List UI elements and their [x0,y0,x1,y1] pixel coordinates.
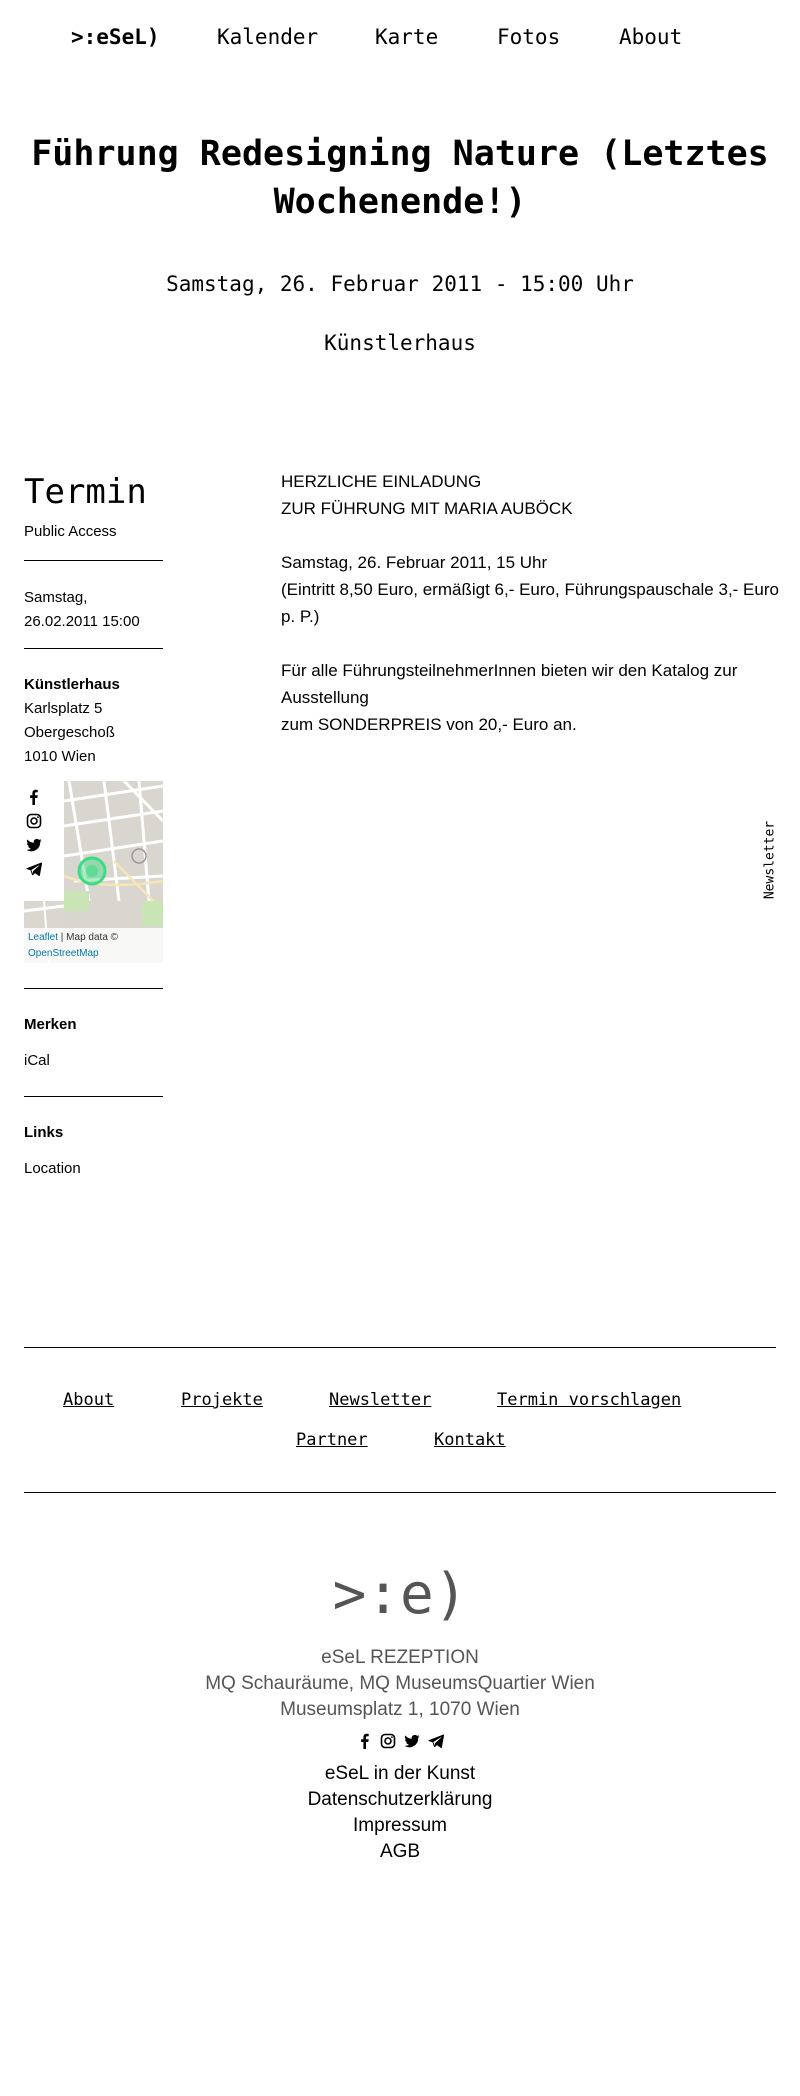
links-heading: Links [24,1124,64,1141]
divider [24,648,163,649]
footer-link-termin-vorschlagen[interactable]: Termin vorschlagen [497,1390,682,1410]
event-date: Samstag, 26. Februar 2011 - 15:00 Uhr [166,272,634,296]
text-line: (Eintritt 8,50 Euro, ermäßigt 6,- Euro, Führungspauschale 3,- Euro p. P.) [281,580,779,626]
footer-link-projekte[interactable]: Projekte [181,1390,263,1410]
sidebar-address [24,673,164,769]
newsletter-tab-label: Newsletter [762,820,778,900]
sidebar-date [24,586,164,634]
footer-location: MQ Schauräume, MQ MuseumsQuartier Wien [205,1673,595,1694]
venue-name: Künstlerhaus [24,676,120,693]
event-description [281,468,781,765]
facebook-icon[interactable] [26,789,42,805]
footer-rezeption: eSeL REZEPTION [321,1647,479,1668]
footer-logo: >:e) [332,1562,468,1627]
footer-link-agb[interactable]: AGB [379,1841,421,1862]
footer-link-newsletter[interactable]: Newsletter [329,1390,432,1410]
sidebar-date-time: 26.02.2011 15:00 [24,613,140,630]
nav-kalender[interactable]: Kalender [217,25,319,49]
text-line: Für alle FührungsteilnehmerInnen bieten wir den Katalog zur Ausstellung [281,661,738,707]
text-line: Samstag, 26. Februar 2011, 15 Uhr [281,553,548,572]
divider [24,1347,776,1348]
location-link[interactable]: Location [24,1160,81,1177]
footer-link-kontakt[interactable]: Kontakt [434,1430,506,1450]
ical-link[interactable]: iCal [24,1052,50,1069]
address-line: Obergeschoß [24,724,115,741]
access-label: Public Access [24,523,117,540]
instagram-icon[interactable] [26,813,42,829]
text-line: ZUR FÜHRUNG MIT MARIA AUBÖCK [281,499,573,518]
twitter-icon[interactable] [404,1733,420,1749]
merken-heading: Merken [24,1016,77,1033]
address-line: Karlsplatz 5 [24,700,103,717]
sidebar-date-day: Samstag, [24,589,88,606]
leaflet-link[interactable]: Leaflet [28,932,59,943]
footer-link-impressum[interactable]: Impressum [353,1815,447,1836]
divider [24,560,163,561]
telegram-icon[interactable] [428,1733,444,1749]
divider [24,1492,776,1493]
sidebar-heading: Termin [24,472,147,512]
nav-fotos[interactable]: Fotos [497,25,561,49]
nav-karte[interactable]: Karte [375,25,439,49]
event-title: Führung Redesigning Nature (Letztes Wochenende!) [31,134,769,222]
footer-navigation [0,1388,800,1412]
text-line: HERZLICHE EINLADUNG [281,472,482,491]
footer-link-about[interactable]: About [63,1390,115,1410]
instagram-icon[interactable] [380,1733,396,1749]
top-navigation [0,22,800,52]
event-venue: Künstlerhaus [324,331,476,355]
catalog-paragraph [281,657,781,738]
date-price-paragraph [281,549,781,630]
footer-address: Museumsplatz 1, 1070 Wien [280,1699,520,1720]
footer-link-esel-in-der-kunst[interactable]: eSeL in der Kunst [324,1763,476,1784]
social-and-map [24,781,163,963]
event-sidebar [24,468,164,1181]
share-icons [24,781,64,877]
divider [24,1096,163,1097]
divider [24,988,163,989]
text-line: zum SONDERPREIS von 20,- Euro an. [281,715,577,734]
attribution-separator: | Map data © [58,932,119,943]
footer-social-icons [357,1733,445,1751]
invitation-paragraph [281,468,781,522]
map-attribution [24,928,163,963]
address-line: 1010 Wien [24,748,96,765]
footer-link-datenschutz[interactable]: Datenschutzerklärung [307,1789,493,1810]
site-logo[interactable]: >:eSeL) [71,25,160,49]
newsletter-tab[interactable] [762,820,778,900]
openstreetmap-link[interactable]: OpenStreetMap [28,948,99,959]
footer-navigation-row2 [0,1428,800,1452]
telegram-icon[interactable] [26,861,42,877]
twitter-icon[interactable] [26,837,42,853]
footer-link-partner[interactable]: Partner [296,1430,368,1450]
nav-about[interactable]: About [619,25,683,49]
facebook-icon[interactable] [357,1733,373,1749]
